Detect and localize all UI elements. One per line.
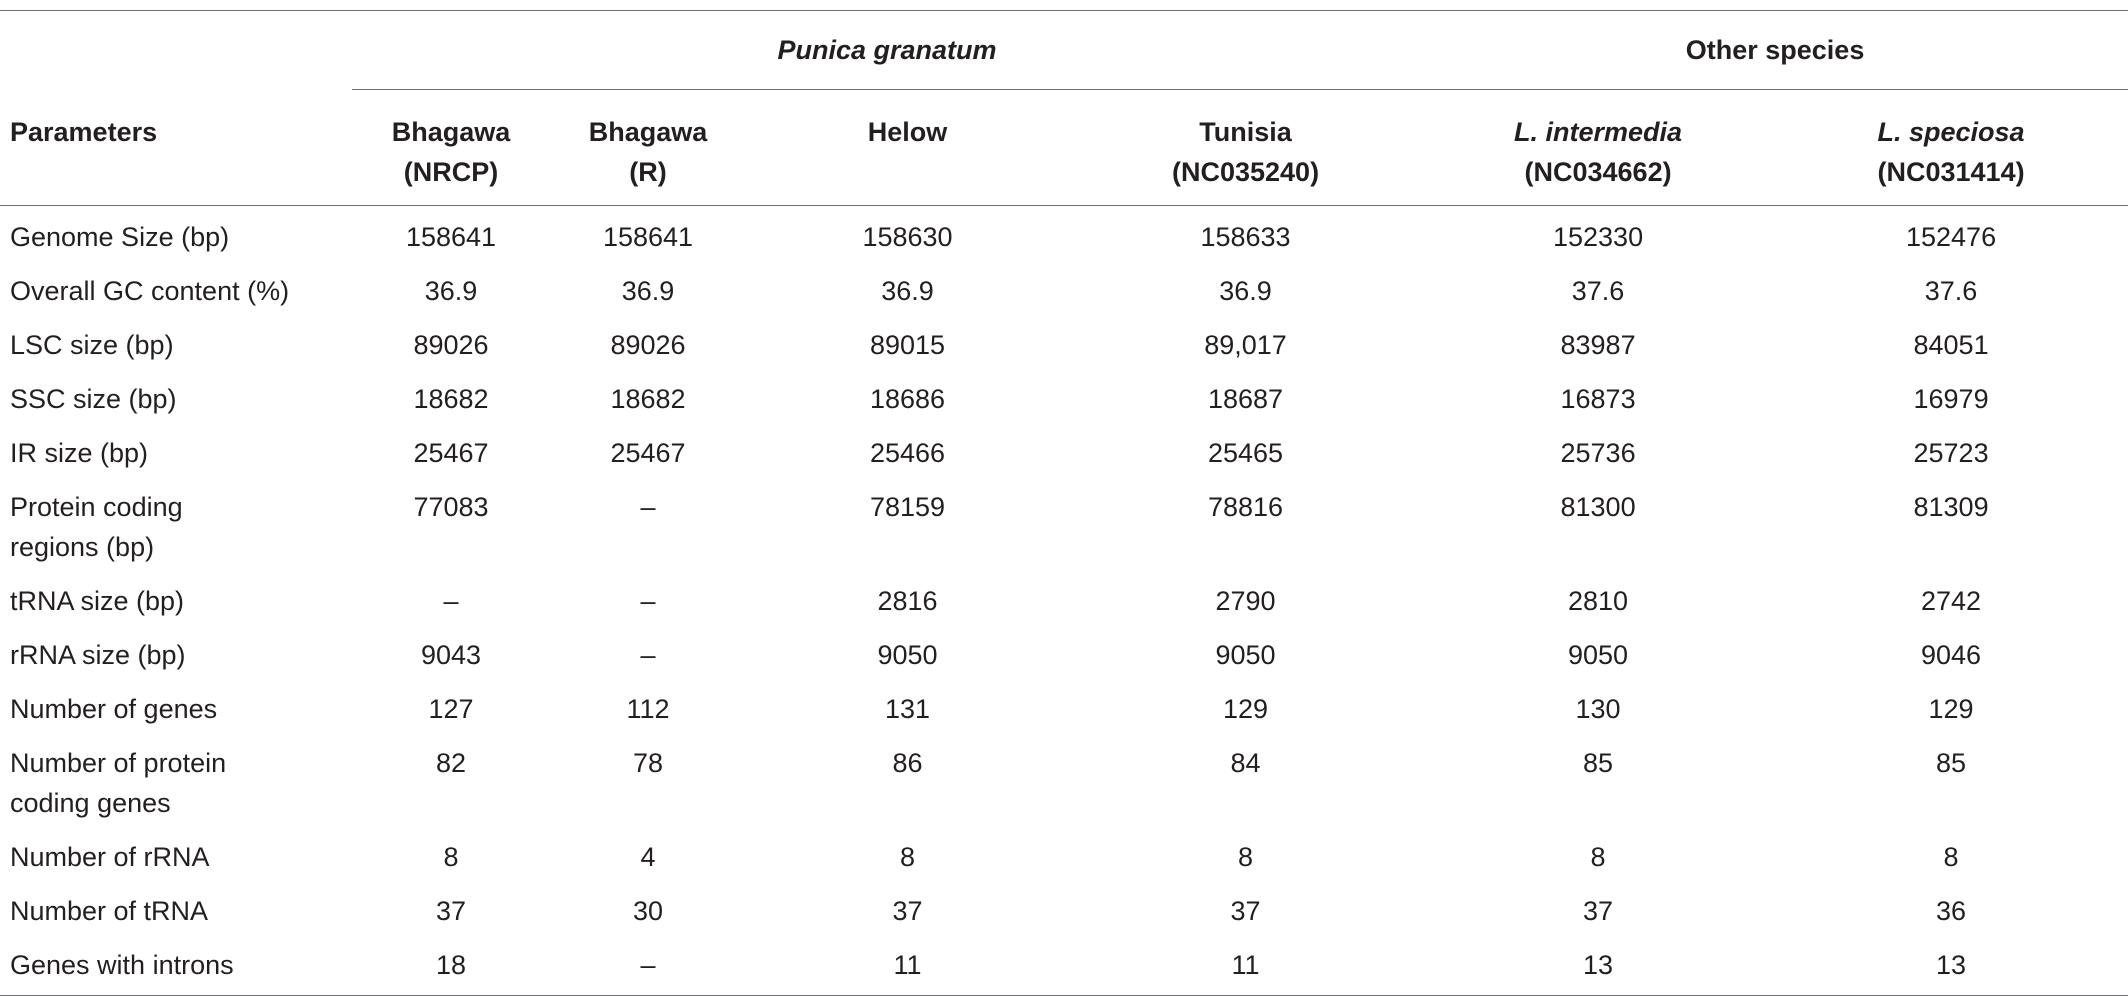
row-parameter — [0, 628, 352, 682]
table-cell: 85 — [1936, 748, 1967, 778]
table-row — [0, 264, 2128, 318]
table-cell: 2816 — [877, 586, 938, 616]
table-row — [0, 480, 2128, 574]
table-cell: 77083 — [413, 492, 489, 522]
table-cell: 37.6 — [1924, 276, 1978, 306]
table-cell: 78816 — [1207, 492, 1284, 522]
table-cell: 37.6 — [1571, 276, 1625, 306]
table-cell: 152476 — [1905, 222, 1997, 252]
table-row — [0, 628, 2128, 682]
table-cell: 85 — [1583, 748, 1614, 778]
row-parameter — [0, 830, 352, 884]
table-cell: 127 — [428, 694, 474, 724]
group-header-other-species — [1422, 11, 2128, 90]
genome-comparison-table — [0, 10, 2128, 996]
table-row — [0, 682, 2128, 736]
table-cell: 37 — [1230, 896, 1261, 926]
table-cell: 158633 — [1200, 222, 1291, 252]
table-cell: 9050 — [1568, 640, 1629, 670]
table-cell: 25736 — [1560, 438, 1636, 468]
table-cell: 18687 — [1207, 384, 1284, 414]
table-cell: – — [443, 586, 459, 616]
table-cell: 130 — [1575, 694, 1621, 724]
column-header-row — [0, 90, 2128, 206]
table-cell: 2790 — [1215, 586, 1276, 616]
table-cell: 9046 — [1921, 640, 1982, 670]
table-head — [0, 11, 2128, 206]
row-parameter-line: Number of tRNA — [10, 896, 209, 926]
column-header-line: Parameters — [10, 116, 158, 147]
table-cell: 13 — [1774, 938, 2128, 996]
table-cell: 18 — [352, 938, 550, 996]
table-cell: 158641 — [602, 222, 694, 252]
column-header-bhagawa-nrcp — [352, 90, 550, 206]
table-cell: 89026 — [413, 330, 489, 360]
row-parameter-line: SSC size (bp) — [10, 384, 177, 414]
group-header-punica-granatum — [352, 11, 1422, 90]
table-row — [0, 938, 2128, 996]
group-header-row — [0, 11, 2128, 90]
table-cell: 9043 — [420, 640, 482, 670]
column-header-line: (NC031414) — [1877, 157, 2025, 187]
group-header-punica-label: Punica granatum — [777, 34, 997, 65]
table-cell: 25467 — [610, 438, 686, 468]
row-parameter — [0, 736, 352, 830]
row-parameter — [0, 938, 352, 996]
table-row — [0, 426, 2128, 480]
row-parameter — [0, 426, 352, 480]
row-parameter-line: Number of protein — [10, 748, 227, 778]
table-cell: 36.9 — [424, 276, 478, 306]
row-parameter-line: tRNA size (bp) — [10, 586, 185, 616]
table-cell: 8 — [1238, 842, 1254, 872]
column-header-line: Bhagawa — [391, 117, 511, 147]
column-header-parameters — [0, 90, 352, 206]
group-header-other-label: Other species — [1685, 34, 1865, 65]
column-header-line: (NRCP) — [403, 157, 499, 187]
table-cell: – — [640, 640, 656, 670]
table-row — [0, 318, 2128, 372]
column-header-l-speciosa — [1774, 90, 2128, 206]
table-cell: 37 — [892, 896, 923, 926]
table-cell: – — [640, 492, 656, 522]
row-parameter — [0, 206, 352, 265]
table-cell: 2742 — [1921, 586, 1982, 616]
table-cell: 25466 — [869, 438, 946, 468]
row-parameter-line: LSC size (bp) — [10, 330, 174, 360]
table-cell: 2810 — [1568, 586, 1629, 616]
group-header-spacer — [0, 11, 352, 90]
row-parameter-line: regions (bp) — [10, 532, 155, 562]
row-parameter — [0, 682, 352, 736]
table-cell: 112 — [626, 694, 670, 724]
table-cell: 8 — [1590, 842, 1606, 872]
column-header-l-intermedia — [1422, 90, 1774, 206]
row-parameter-line: rRNA size (bp) — [10, 640, 186, 670]
row-parameter-line: Overall GC content (%) — [10, 276, 290, 306]
table-row — [0, 206, 2128, 265]
row-parameter-line: coding genes — [10, 788, 171, 818]
table-cell: 30 — [632, 896, 664, 926]
row-parameter-line: Number of rRNA — [10, 842, 210, 872]
table-cell: 13 — [1422, 938, 1774, 996]
table-cell: 158641 — [405, 222, 497, 252]
column-header-line: L. intermedia — [1514, 117, 1683, 147]
table-cell: 16979 — [1913, 384, 1989, 414]
table-body — [0, 206, 2128, 996]
table-cell: 8 — [1943, 842, 1959, 872]
table-cell: – — [640, 586, 656, 616]
row-parameter — [0, 884, 352, 938]
table-cell: 36.9 — [881, 276, 934, 306]
column-header-line: (R) — [629, 157, 667, 187]
row-parameter — [0, 264, 352, 318]
table-cell: 8 — [443, 842, 459, 872]
table-cell: 25723 — [1913, 438, 1989, 468]
table-row — [0, 830, 2128, 884]
row-parameter-line: IR size (bp) — [10, 438, 149, 468]
table-row — [0, 372, 2128, 426]
column-header-bhagawa-r — [550, 90, 746, 206]
table-cell: 4 — [640, 842, 656, 872]
table-cell: 89,017 — [1204, 330, 1287, 360]
table-cell: 84 — [1230, 748, 1261, 778]
table-cell: 36.9 — [621, 276, 675, 306]
row-parameter — [0, 318, 352, 372]
column-header-line: Tunisia — [1199, 117, 1292, 147]
column-header-line: L. speciosa — [1877, 117, 2025, 147]
table-cell: 9050 — [1215, 640, 1276, 670]
table-cell: 84051 — [1913, 330, 1989, 360]
row-parameter-line: Genes with introns — [10, 950, 234, 980]
table-cell: 86 — [892, 748, 923, 778]
table-cell: 25467 — [413, 438, 489, 468]
table-cell: 37 — [1583, 896, 1614, 926]
table-cell: 82 — [435, 748, 467, 778]
table-cell: 158630 — [862, 222, 953, 252]
table-cell: 37 — [435, 896, 467, 926]
table-cell: – — [550, 938, 746, 996]
table-cell: 25465 — [1207, 438, 1284, 468]
table-row — [0, 884, 2128, 938]
table-row — [0, 736, 2128, 830]
table-cell: 129 — [1222, 694, 1269, 724]
table-cell: 152330 — [1552, 222, 1644, 252]
table-cell: 11 — [1069, 938, 1422, 996]
table-cell: 18682 — [610, 384, 686, 414]
column-header-line: (NC034662) — [1524, 157, 1672, 187]
table-cell: 131 — [884, 694, 931, 724]
column-header-line: (NC035240) — [1171, 157, 1320, 187]
table-cell: 36 — [1936, 896, 1967, 926]
column-header-helow — [746, 90, 1069, 206]
column-header-line: Bhagawa — [588, 117, 708, 147]
table-cell: 83987 — [1560, 330, 1636, 360]
table-cell: 89015 — [869, 330, 946, 360]
column-header-tunisia — [1069, 90, 1422, 206]
table-cell: 81309 — [1913, 492, 1989, 522]
row-parameter — [0, 372, 352, 426]
table-cell: 9050 — [877, 640, 938, 670]
row-parameter — [0, 574, 352, 628]
row-parameter-line: Number of genes — [10, 694, 218, 724]
table-cell: 11 — [746, 938, 1069, 996]
table-cell: 8 — [899, 842, 916, 872]
row-parameter-line: Genome Size (bp) — [10, 222, 230, 252]
table-cell: 36.9 — [1219, 276, 1272, 306]
table-cell: 18682 — [413, 384, 489, 414]
table-cell: 89026 — [610, 330, 686, 360]
row-parameter — [0, 480, 352, 574]
table-cell: 78159 — [869, 492, 946, 522]
table-cell: 129 — [1928, 694, 1974, 724]
column-header-line: Helow — [867, 117, 948, 147]
table-row — [0, 574, 2128, 628]
table-cell: 18686 — [869, 384, 946, 414]
table-cell: 16873 — [1560, 384, 1636, 414]
table-cell: 78 — [632, 748, 664, 778]
row-parameter-line: Protein coding — [10, 492, 183, 522]
table-cell: 81300 — [1560, 492, 1636, 522]
